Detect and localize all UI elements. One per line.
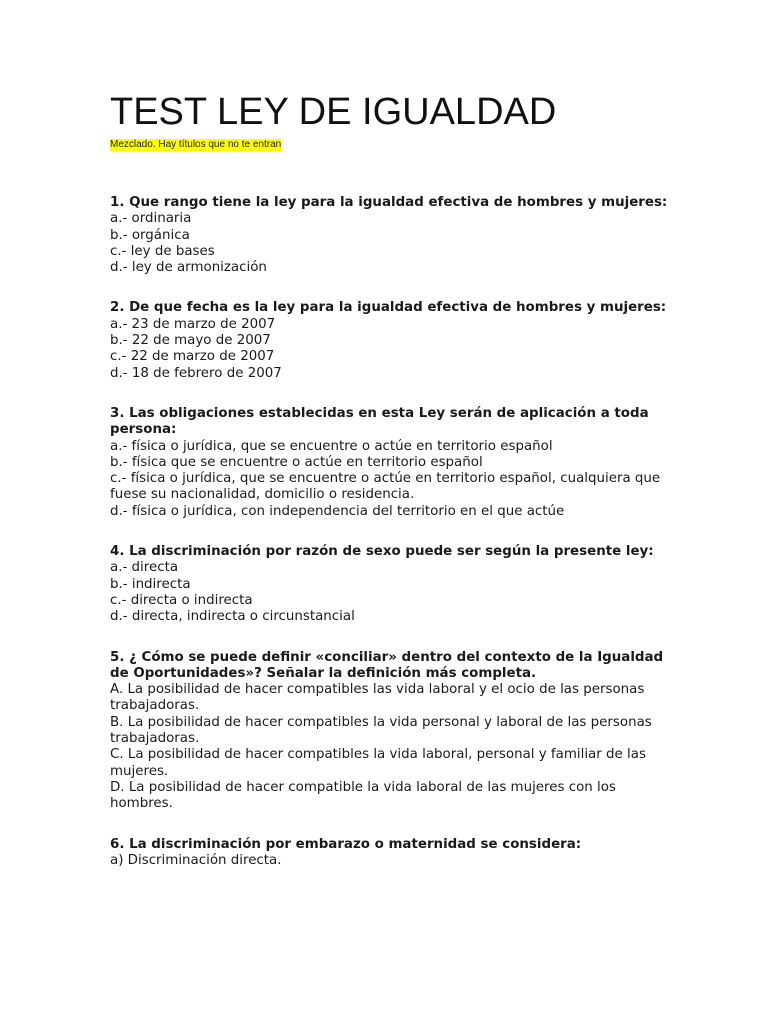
- option: a) Discriminación directa.: [110, 852, 282, 868]
- question-text: 6. La discriminación por embarazo o maternidad se considera:: [110, 836, 582, 852]
- question-text: 2. De que fecha es la ley para la igualdad efectiva de hombres y mujeres:: [110, 300, 667, 316]
- option: b.- indirecta: [110, 576, 191, 592]
- option: a.- directa: [110, 560, 179, 576]
- option: b.- 22 de mayo de 2007: [110, 333, 271, 349]
- question-text: 4. La discriminación por razón de sexo puede ser según la presente ley:: [110, 544, 654, 560]
- question-text: 3. Las obligaciones establecidas en esta Ley serán de aplicación a toda persona:: [110, 405, 649, 438]
- question-1: [110, 195, 670, 276]
- question-3: [110, 406, 670, 520]
- option: B. La posibilidad de hacer compatibles la vida personal y laboral de las personas trabajadoras.: [110, 714, 652, 747]
- question-2: [110, 300, 670, 381]
- option: b.- física que se encuentre o actúe en territorio español: [110, 454, 483, 470]
- option: C. La posibilidad de hacer compatibles la vida laboral, personal y familiar de las mujeres.: [110, 747, 646, 779]
- page-title: TEST LEY DE IGUALDAD: [110, 91, 557, 133]
- question-4: [110, 544, 670, 625]
- option: d.- física o jurídica, con independencia del territorio en el que actúe: [110, 503, 565, 519]
- option: d.- directa, indirecta o circunstancial: [110, 609, 355, 625]
- option: c.- física o jurídica, que se encuentre o actúe en territorio español, cualquiera que fuese su nacionalidad, domicilio o residencia.: [110, 471, 661, 503]
- option: a.- física o jurídica, que se encuentre o actúe en territorio español: [110, 438, 553, 454]
- option: a.- 23 de marzo de 2007: [110, 316, 276, 332]
- option: A. La posibilidad de hacer compatibles las vida laboral y el ocio de las personas trabajadoras.: [110, 682, 645, 714]
- highlighted-note: Mezclado. Hay títulos que no te entran: [110, 139, 282, 150]
- document-page: [110, 90, 670, 869]
- question-6: [110, 837, 670, 870]
- option: b.- orgánica: [110, 227, 190, 243]
- option: D. La posibilidad de hacer compatible la vida laboral de las mujeres con los hombres.: [110, 779, 616, 812]
- option: c.- 22 de marzo de 2007: [110, 349, 275, 365]
- option: d.- ley de armonización: [110, 260, 267, 276]
- question-5: [110, 650, 670, 813]
- option: d.- 18 de febrero de 2007: [110, 365, 282, 381]
- question-text: 5. ¿ Cómo se puede definir «conciliar» dentro del contexto de la Igualdad de Oportunidades»? Señalar la definición más completa.: [110, 649, 664, 681]
- option: c.- ley de bases: [110, 243, 215, 259]
- option: a.- ordinaria: [110, 211, 192, 227]
- note-line: [110, 134, 670, 152]
- question-text: 1. Que rango tiene la ley para la igualdad efectiva de hombres y mujeres:: [110, 195, 668, 210]
- option: c.- directa o indirecta: [110, 592, 253, 608]
